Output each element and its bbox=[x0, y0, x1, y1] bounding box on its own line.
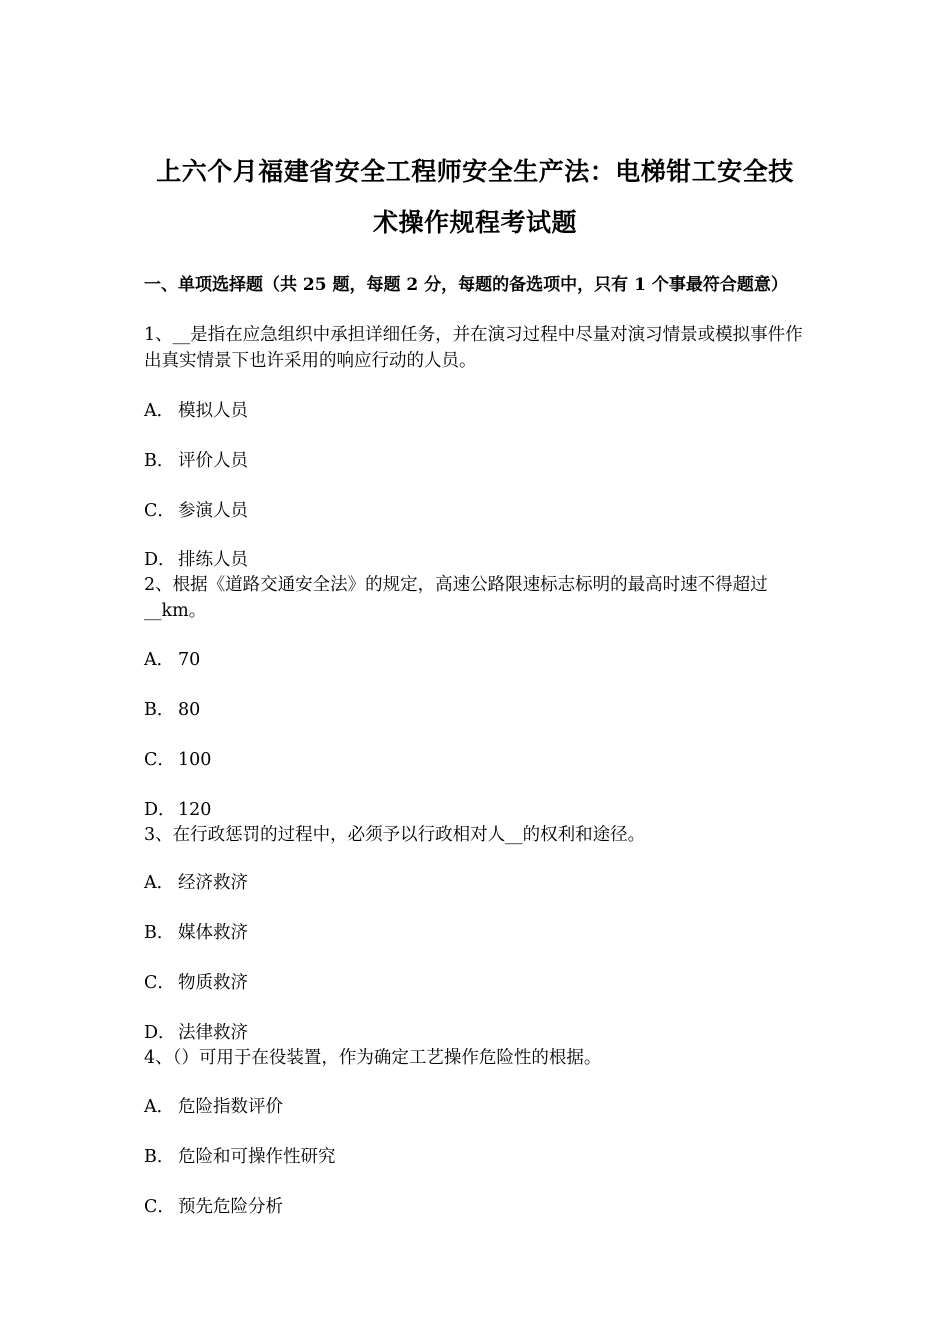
question-3-option-a bbox=[144, 871, 248, 895]
option-text: 预先危险分析 bbox=[178, 1197, 283, 1217]
section-heading: 一、单项选择题（共 25 题，每题 2 分，每题的备选项中，只有 1 个事最符合题意） bbox=[144, 275, 788, 295]
option-letter: D． bbox=[144, 1023, 176, 1043]
option-letter: D． bbox=[144, 550, 176, 570]
question-3-option-d bbox=[144, 1021, 248, 1045]
question-3 bbox=[144, 822, 809, 1043]
option-text: 评价人员 bbox=[178, 451, 248, 471]
option-text: 危险指数评价 bbox=[178, 1097, 283, 1117]
option-letter: B． bbox=[144, 923, 175, 943]
option-letter: B． bbox=[144, 700, 175, 720]
question-2-option-c bbox=[144, 748, 211, 772]
question-3-option-c bbox=[144, 971, 248, 995]
document-title-line-2: 术操作规程考试题 bbox=[372, 208, 577, 237]
question-1-option-d bbox=[144, 548, 248, 572]
document-title-line-1: 上六个月福建省安全工程师安全生产法：电梯钳工安全技 bbox=[156, 157, 794, 186]
option-letter: D． bbox=[144, 800, 176, 820]
option-text: 媒体救济 bbox=[178, 923, 248, 943]
option-text: 80 bbox=[178, 700, 201, 720]
question-3-text: 3、在行政惩罚的过程中，必须予以行政相对人__的权利和途径。 bbox=[144, 825, 646, 845]
option-text: 120 bbox=[178, 800, 212, 820]
option-text: 100 bbox=[178, 750, 212, 770]
question-1-option-c bbox=[144, 499, 248, 523]
option-text: 法律救济 bbox=[178, 1023, 248, 1043]
option-text: 物质救济 bbox=[178, 973, 248, 993]
option-text: 危险和可操作性研究 bbox=[178, 1147, 336, 1167]
question-2-option-b bbox=[144, 698, 200, 722]
question-1-text: 1、__是指在应急组织中承担详细任务，并在演习过程中尽量对演习情景或模拟事件作出真实情景下也许采用的响应行动的人员。 bbox=[144, 325, 803, 371]
option-text: 排练人员 bbox=[178, 550, 248, 570]
option-text: 模拟人员 bbox=[178, 401, 248, 421]
question-1-option-b bbox=[144, 449, 248, 473]
option-letter: B． bbox=[144, 1147, 175, 1167]
question-2 bbox=[144, 572, 809, 820]
option-letter: A． bbox=[144, 873, 175, 893]
option-text: 参演人员 bbox=[178, 501, 248, 521]
option-letter: C． bbox=[144, 973, 175, 993]
question-3-option-b bbox=[144, 921, 248, 945]
question-2-option-a bbox=[144, 648, 200, 672]
question-4-text: 4、（）可用于在役装置，作为确定工艺操作危险性的根据。 bbox=[144, 1048, 602, 1068]
question-4-option-a bbox=[144, 1095, 283, 1119]
option-text: 经济救济 bbox=[178, 873, 248, 893]
option-letter: A． bbox=[144, 1097, 175, 1117]
option-letter: C． bbox=[144, 501, 175, 521]
option-text: 70 bbox=[178, 650, 201, 670]
question-2-text: 2、根据《道路交通安全法》的规定，高速公路限速标志标明的最高时速不得超过__km。 bbox=[144, 575, 768, 621]
option-letter: B． bbox=[144, 451, 175, 471]
option-letter: A． bbox=[144, 401, 175, 421]
option-letter: C． bbox=[144, 1197, 175, 1217]
question-1-option-a bbox=[144, 399, 248, 423]
option-letter: A． bbox=[144, 650, 175, 670]
option-letter: C． bbox=[144, 750, 175, 770]
question-2-option-d bbox=[144, 798, 211, 822]
question-4-option-c bbox=[144, 1195, 283, 1219]
question-1 bbox=[144, 322, 809, 570]
question-4-option-b bbox=[144, 1145, 336, 1169]
question-4 bbox=[144, 1045, 809, 1217]
